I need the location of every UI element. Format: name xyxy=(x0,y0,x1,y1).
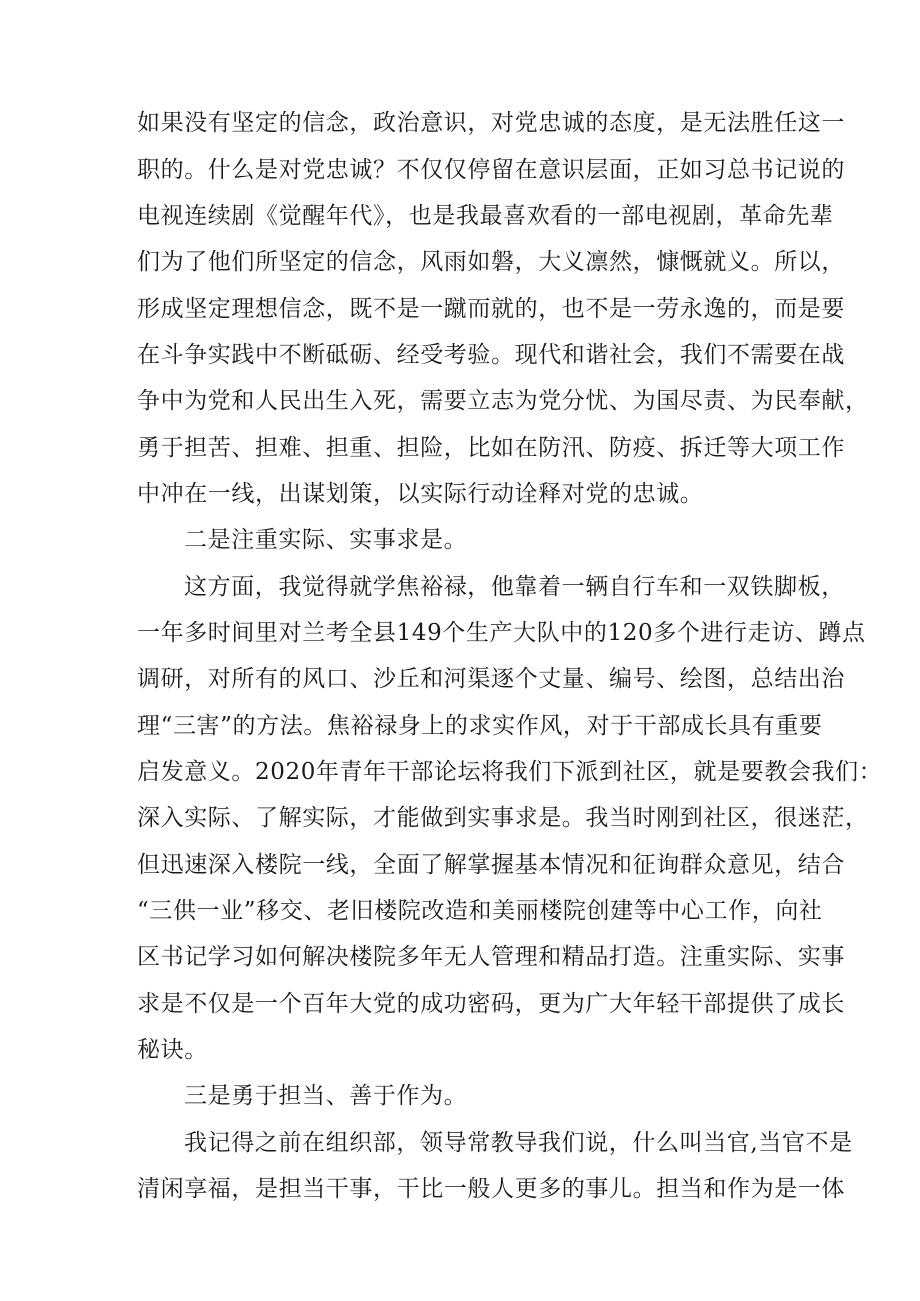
paragraph-line: 区书记学习如何解决楼院多年无人管理和精品打造。注重实际、实事 xyxy=(137,944,845,970)
paragraph-line: 争中为党和人民出生入死，需要立志为党分忧、为国尽责、为民奉献， xyxy=(137,388,869,414)
section-heading: 三是勇于担当、善于作为。 xyxy=(184,1083,468,1109)
section-heading: 二是注重实际、实事求是。 xyxy=(184,527,468,553)
paragraph-line: 理“三害”的方法。焦裕禄身上的求实作风，对于干部成长具有重要 xyxy=(137,713,823,739)
paragraph-line: 清闲享福，是担当干事，干比一般人更多的事儿。担当和作为是一体 xyxy=(137,1176,845,1202)
paragraph-line: 们为了他们所坚定的信念，风雨如磐，大义凛然，慷慨就义。所以， xyxy=(137,249,845,275)
paragraph-line: 求是不仅是一个百年大党的成功密码，更为广大年轻干部提供了成长 xyxy=(137,991,845,1017)
paragraph-line: 职的。什么是对党忠诚？不仅仅停留在意识层面，正如习总书记说的 xyxy=(137,157,845,183)
paragraph-line: 调研，对所有的风口、沙丘和河渠逐个丈量、编号、绘图，总结出治 xyxy=(137,666,845,692)
paragraph-line: 启发意义。2020年青年干部论坛将我们下派到社区，就是要教会我们： xyxy=(137,759,883,785)
paragraph-line: 如果没有坚定的信念，政治意识，对党忠诚的态度，是无法胜任这一 xyxy=(137,110,845,136)
paragraph-line: 电视连续剧《觉醒年代》，也是我最喜欢看的一部电视剧，革命先辈 xyxy=(137,203,834,229)
paragraph-line: 中冲在一线，出谋划策，以实际行动诠释对党的忠诚。 xyxy=(137,481,704,507)
paragraph-line: “三供一业”移交、老旧楼院改造和美丽楼院创建等中心工作，向社 xyxy=(137,898,823,924)
paragraph-line: 勇于担苦、担难、担重、担险，比如在防汛、防疫、拆迁等大项工作 xyxy=(137,435,845,461)
paragraph-line: 形成坚定理想信念，既不是一蹴而就的，也不是一劳永逸的，而是要 xyxy=(137,296,845,322)
paragraph-line: 在斗争实践中不断砥砺、经受考验。现代和谐社会，我们不需要在战 xyxy=(137,342,845,368)
paragraph-line: 但迅速深入楼院一线，全面了解掌握基本情况和征询群众意见，结合 xyxy=(137,852,845,878)
paragraph-line: 一年多时间里对兰考全县149个生产大队中的120多个进行走访、蹲点 xyxy=(137,620,866,646)
paragraph-line: 秘诀。 xyxy=(137,1037,208,1063)
paragraph-line: 我记得之前在组织部，领导常教导我们说，什么叫当官,当官不是 xyxy=(184,1130,853,1156)
paragraph-line: 深入实际、了解实际，才能做到实事求是。我当时刚到社区，很迷茫， xyxy=(137,805,869,831)
paragraph-line: 这方面，我觉得就学焦裕禄，他靠着一辆自行车和一双铁脚板， xyxy=(184,574,845,600)
